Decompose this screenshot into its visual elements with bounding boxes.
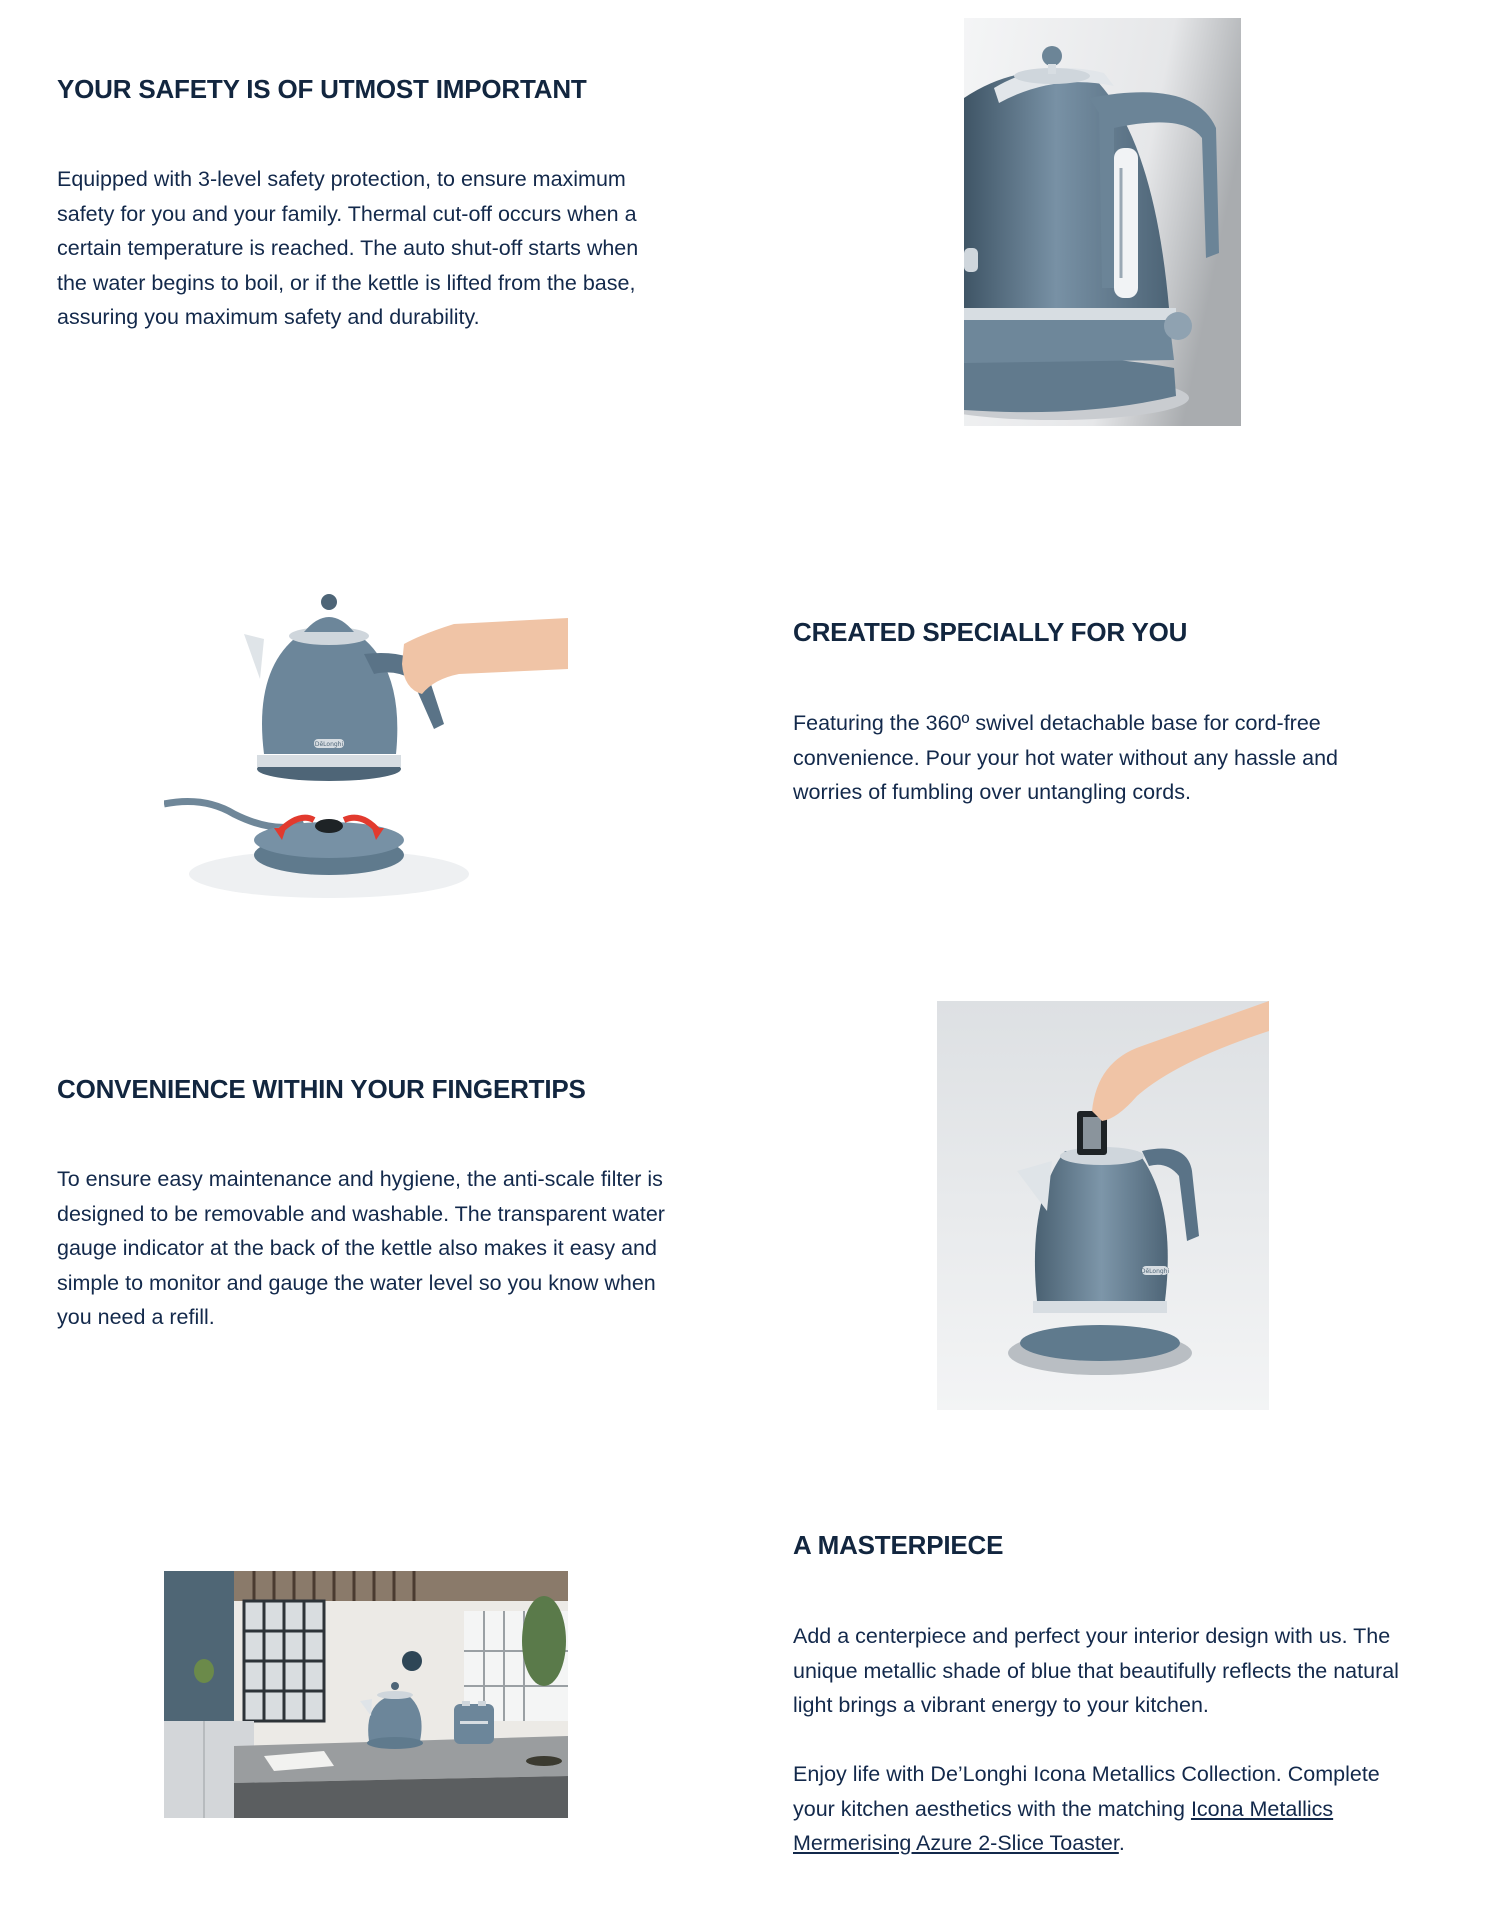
kettle-base-badge: DēLonghi	[314, 741, 344, 748]
section-title-created: CREATED SPECIALLY FOR YOU	[793, 617, 1188, 647]
kettle-filter-badge: DēLonghi	[1140, 1268, 1170, 1275]
collection-text: Enjoy life with De’Longhi Icona Metallics Collection. Complete your kitchen aesthetics with the matching	[793, 1762, 1380, 1821]
kettle-filter-image	[937, 1001, 1269, 1410]
section-title-masterpiece: A MASTERPIECE	[793, 1530, 1004, 1560]
kettle-closeup-image	[964, 18, 1241, 426]
section-title-convenience: CONVENIENCE WITHIN YOUR FINGERTIPS	[57, 1074, 586, 1104]
section-body-safety: Equipped with 3-level safety protection, to ensure maximum safety for you and your family. Thermal cut-off occurs when a certain temperature is reached. The auto shut-off starts when the water begins to boil, or if the kettle is lifted from the base, assuring you maximum safety and durability.	[57, 167, 639, 329]
section-body-created: Featuring the 360º swivel detachable base for cord-free convenience. Pour your hot water without any hassle and worries of fumbling over untangling cords.	[793, 711, 1338, 804]
section-body-masterpiece: Add a centerpiece and perfect your interior design with us. The unique metallic shade of blue that beautifully reflects the natural light brings a vibrant energy to your kitchen.	[793, 1624, 1399, 1717]
section-body-convenience: To ensure easy maintenance and hygiene, the anti-scale filter is designed to be removable and washable. The transparent water gauge indicator at the back of the kettle also makes it easy and simple to monitor and gauge the water level so you know when you need a refill.	[57, 1167, 665, 1329]
section-title-safety: YOUR SAFETY IS OF UTMOST IMPORTANT	[57, 74, 587, 104]
kettle-swivel-base-image	[164, 584, 568, 904]
toaster-product-link[interactable]: Icona Metallics Mermerising Azure 2-Slice Toaster	[793, 1796, 1334, 1855]
section-body-masterpiece-collection	[793, 1757, 1405, 1861]
collection-text-suffix: .	[1118, 1831, 1125, 1855]
kitchen-scene-image	[164, 1571, 568, 1818]
